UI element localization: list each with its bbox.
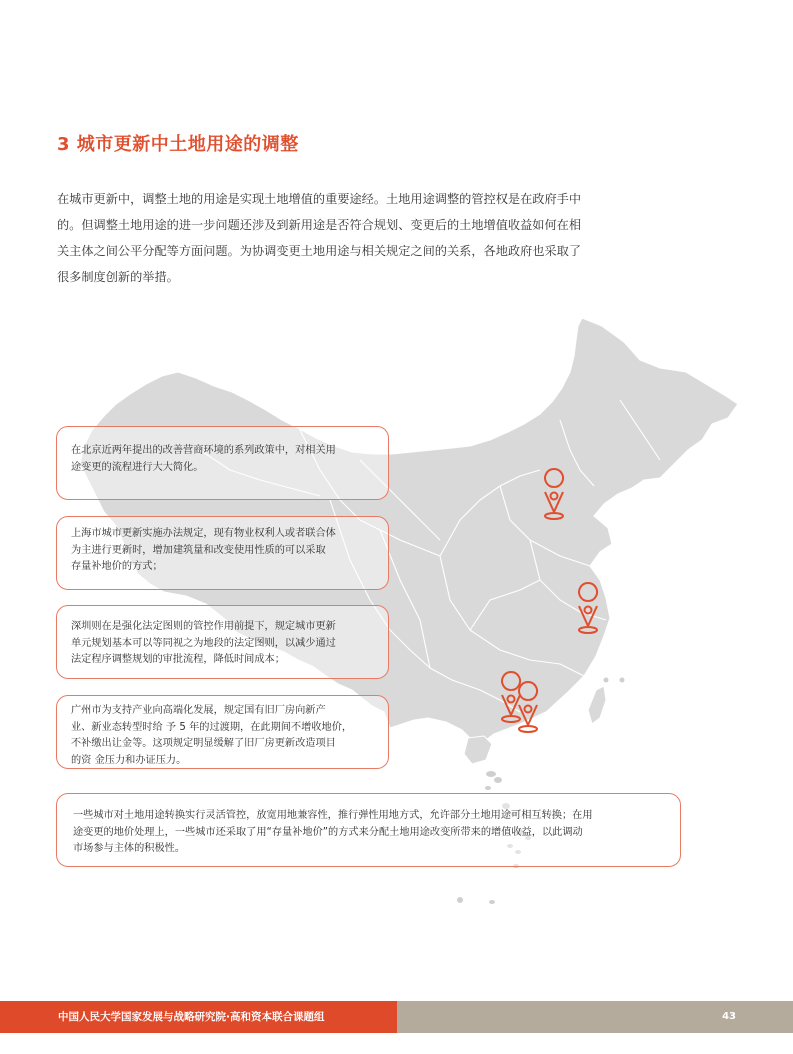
callout-line: 上海市城市更新实施办法规定，现有物业权利人或者联合体 [71,528,336,539]
intro-line: 很多制度创新的举措。 [57,270,179,284]
intro-line: 的。但调整土地用途的进一步问题还涉及到新用途是否符合规划、变更后的土地增值收益如何在相 [57,218,582,232]
callout-line: 业、新业态转型时给 予 5 年的过渡期，在此期间不增收地价， [71,721,353,733]
page-number: 43 [397,1001,793,1033]
callout-line: 单元规划基本可以等同视之为地段的法定图则，以减少通过 [71,637,336,649]
callout-beijing [56,426,389,500]
callout-line: 市场参与主体的积极性。 [73,843,186,854]
callout-shenzhen [56,605,389,679]
intro-paragraph [57,186,647,290]
callout-line: 的资 金压力和办证压力。 [71,754,187,766]
callout-line: 深圳则在是强化法定图则的管控作用前提下，规定城市更新 [71,621,336,632]
hainan-island-shape [464,736,492,764]
intro-line: 关主体之间公平分配等方面问题。为协调变更土地用途与相关规定之间的关系，各地政府也采取了 [57,244,582,258]
callout-line: 途变更的地价处理上，一些城市还采取了用“存量补地价”的方式来分配土地用途改变所带来的增值收益，以此调动 [73,826,583,838]
callout-line: 为主进行更新时，增加建筑量和改变使用性质的可以采取 [71,544,326,556]
callout-line: 存量补地价的方式； [71,561,163,572]
callout-line: 途变更的流程进行大大简化。 [71,461,204,473]
section-title: 3 城市更新中土地用途的调整 [57,134,299,155]
taiwan-island-shape [588,686,606,724]
callout-general [56,793,681,867]
intro-line: 在城市更新中，调整土地的用途是实现土地增值的重要途经。土地用途调整的管控权是在政府手中 [57,192,582,206]
callout-guangzhou [56,695,389,769]
callout-line: 法定程序调整规划的审批流程，降低时间成本； [71,654,285,665]
callout-shanghai [56,516,389,590]
footer-organization: 中国人民大学国家发展与战略研究院·高和资本联合课题组 [0,1001,397,1033]
callout-line: 一些城市对土地用途转换实行灵活管控，放宽用地兼容性，推行弹性用地方式，允许部分土地用途可相互转换；在用 [73,810,593,821]
callout-line: 不补缴出让金等。这项规定明显缓解了旧厂房更新改造项目 [71,738,336,749]
callout-line: 广州市为支持产业向高端化发展，规定国有旧厂房向新产 [71,705,326,716]
callout-line: 在北京近两年提出的改善营商环境的系列政策中，对相关用 [71,445,336,456]
